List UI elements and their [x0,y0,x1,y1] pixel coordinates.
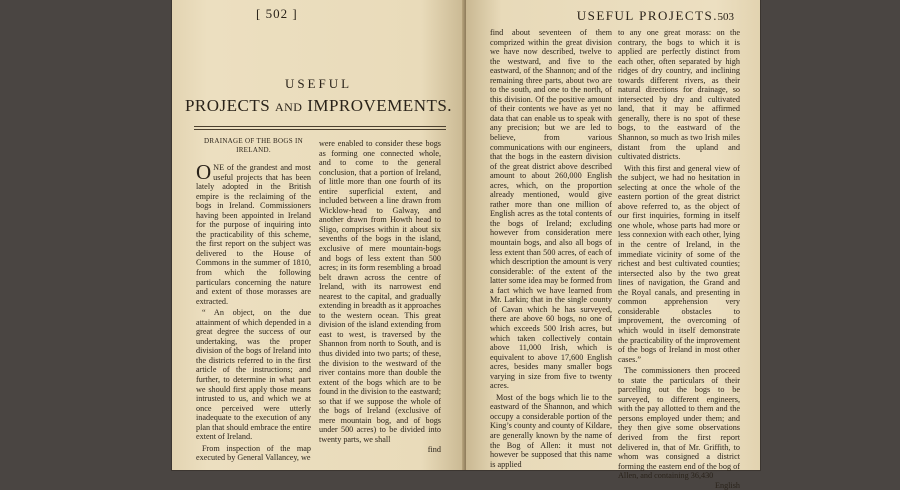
article-title-main: PROJECTS [184,96,271,115]
paragraph [196,160,311,306]
right-page [466,0,760,490]
article-heading-top: USEFUL [284,76,353,91]
article-title-and: AND [274,100,303,114]
left-page-column-2 [319,139,441,464]
paragraph: With this first and general view of the subject, we had no hesitation in selecting at once the whole of the eastern portion of the great district above referred to, as the object of our first inquiries, forming in itself one whole, whose parts had more or less connexion with each other, lying in the centre of Ireland, in the immediate vicinity of some of the richest and best cultivated counties; intersected also by the two great lines of navigation, the Grand and the Royal canals, and presenting in common apprehension very considerable obstacles to improvement, the overcoming of which would in itself demonstrate the practicability of the improvement of the bogs of Ireland in most other cases.” [618,163,740,364]
paragraph-text: NE of the grandest and most useful projects that has been lately adopted in the British empire is the reclaiming of the bogs in Ireland. Commissioners having been appointed in Ireland for the purpose of inquiring into the practicability of this scheme, the first report on the subject was delivered to the House of Commons in the summer of 1810, from which the following particulars concerning the nature and extent of those morasses are extracted. [196,163,311,306]
paragraph: to any one great morass: on the contrary, the bogs to which it is applied are perfectly distinct from each other, often separated by high ridges of dry country, and inclining towards different rivers, as their natural directions for drainage, so intersected by dry and cultivated land, that it may be affirmed generally, there is no spot of these bogs, to the eastward of the Shannon, so much as two Irish miles distant from the upland and cultivated districts. [618,28,740,162]
article-title-end: IMPROVEMENTS. [307,96,453,115]
left-page [172,0,465,470]
paragraph: find about seventeen of them comprized within the great division we have now described, twelve to the westward, and five to the eastward, of the Shannon; and of the remaining three parts, about two are to the south, and one to the north, of this division. Of the positive amount of their contents we have as yet no data that can enable us to speak with any precision; but we are led to believe, from various communications with our engineers, that the bogs in the eastern division of the great district above described amount to about 260,000 English acres, which, on the proportion already mentioned, would give rather more than one million of English acres as the total contents of the bogs of Ireland; excluding however from consideration mere mountain bogs, and also all bogs of less extent than 500 acres, of each of which description the amount is very considerable: of the extent of the latter some idea may be formed from a fact which we have learned from Mr. Larkin; that in the single county of Cavan which he has surveyed, there are above 60 bogs, no one of which exceeds 500 Irish acres, but which taken collectively contain above 11,000 Irish, which is equivalent to above 17,600 English acres, besides many smaller bogs varying in size from five to twenty acres. [490,28,612,391]
catchword: English [714,480,740,490]
running-head: USEFUL PROJECTS. [576,8,718,23]
right-page-column-2 [618,28,740,490]
open-book [172,0,760,490]
left-page-column-1 [196,160,311,463]
paragraph: From inspection of the map executed by General Vallancey, we [196,443,311,463]
article-title [172,96,465,116]
page-number-right: 503 [717,11,734,23]
paragraph: Most of the bogs which lie to the eastward of the Shannon, and which occupy a considerable portion of the King’s county and county of Kildare, are generally known by the name of the Bog of Allen: it must not however be supposed that this name is applied [490,392,612,469]
page-number-left: [ 502 ] [256,6,298,21]
section-heading: DRAINAGE OF THE BOGS IN IRELAND. [204,137,303,154]
paragraph: The commissioners then proceed to state the particulars of their parcelling out the bogs to be surveyed, to different engineers, with the pay allotted to them and the persons employed under them; and they then give some observations derived from the first report delivered in, that of Mr. Griffith, to whom was consigned a district forming the eastern end of the bog of Allen, and containing 36,430 [618,366,740,481]
drop-cap: O [196,160,212,184]
paragraph: “ An object, on the due attainment of which depended in a great degree the success of our undertaking, was the proper division of the bogs of Ireland into the districts referred to in the first article of the instructions; and further, to determine in what part we should first apply those means intrusted to us, and which we at once perceived were utterly inadequate to the execution of any plan that should embrace the entire extent of Ireland. [196,308,311,442]
paragraph: were enabled to consider these bogs as forming one connected whole, and to come to the general conclusion, that a portion of Ireland, of little more than one fourth of its entire superficial extent, and included between a line drawn from Wicklow-head to Galway, and another drawn from Howth head to Sligo, comprises within it about six sevenths of the bogs in the island, exclusive of mere mountain-bogs and bogs of less extent than 500 acres; in its form resembling a broad belt drawn across the centre of Ireland, with its narrowest end nearest to the capital, and gradually extending in breadth as it approaches to the western ocean. This great division of the island extending from east to west, is traversed by the Shannon from north to South, and is thus divided into two parts; of these, the division to the westward of the river contains more than double the extent of the bogs which are to be found in the division to the eastward; so that if we suppose the whole of the bogs of Ireland (exclusive of mere mountain bog, and of bogs under 500 acres) to be divided into twenty parts, we shall [319,139,441,444]
catchword: find [427,444,441,454]
right-page-column-1 [490,28,612,469]
title-rule [194,126,446,130]
